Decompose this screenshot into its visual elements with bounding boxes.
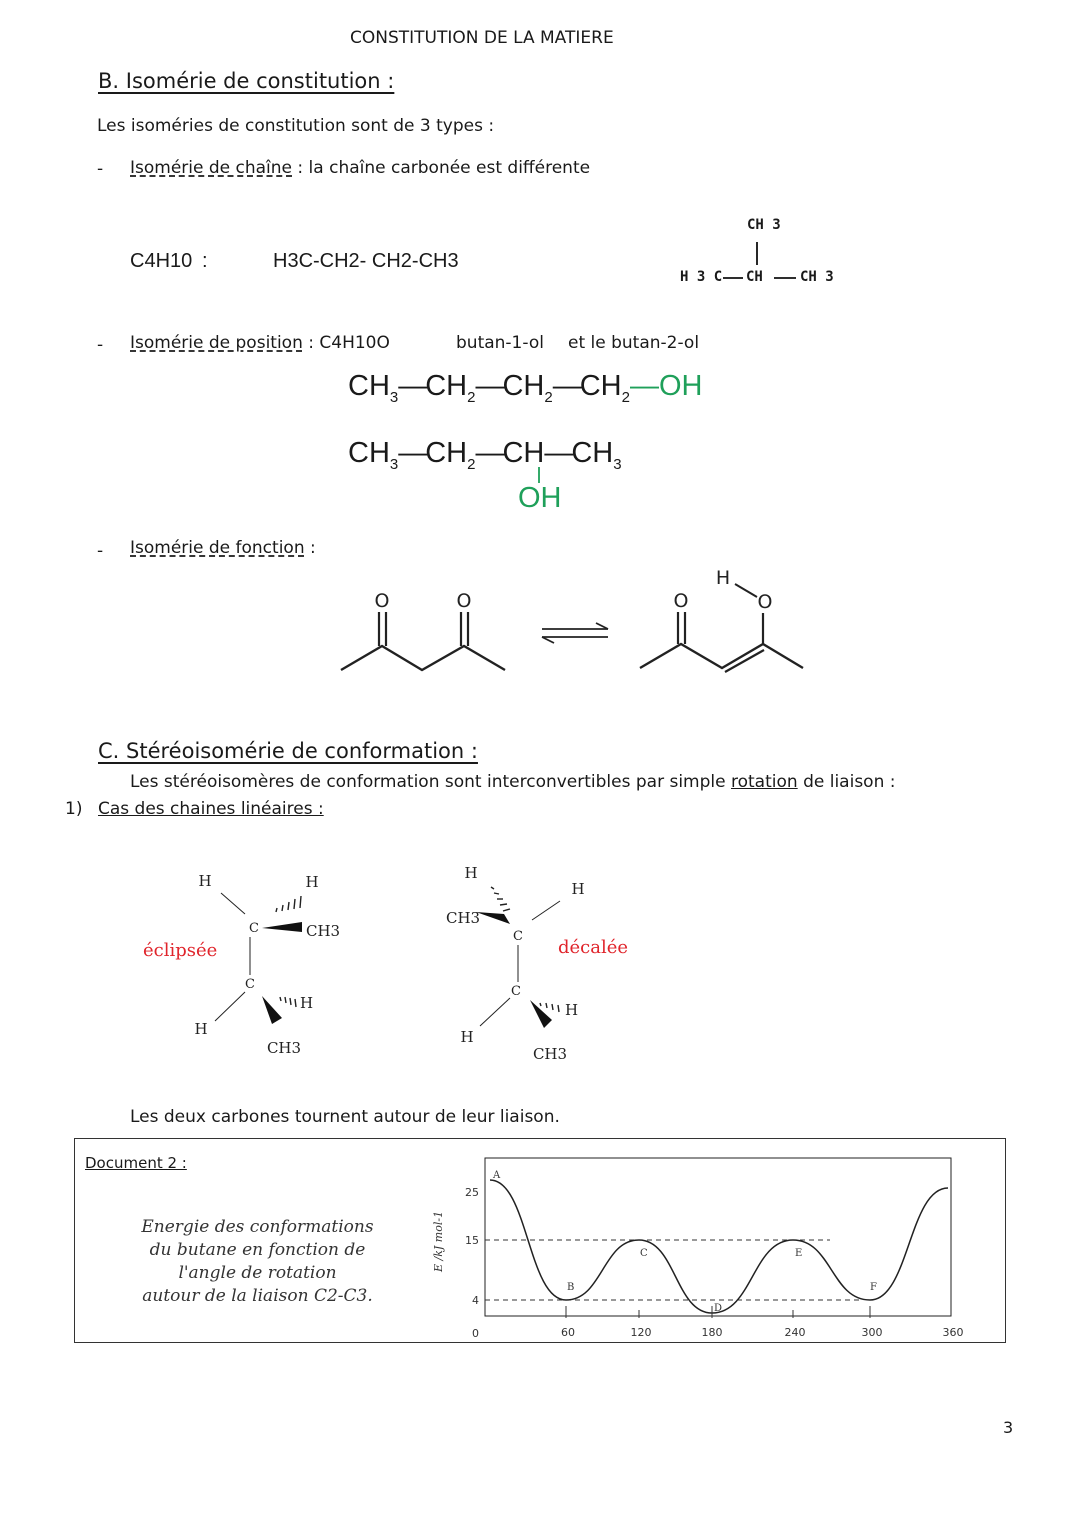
oxygen-label: O bbox=[673, 590, 689, 612]
butan-1-ol-structure: $CH_3—CH_2—CH_2—CH_2—OH$ bbox=[348, 370, 703, 406]
butan-1-ol-name: butan-1-ol bbox=[456, 333, 544, 353]
ch3-group: CH3 bbox=[306, 922, 341, 940]
point-label: A bbox=[493, 1170, 501, 1181]
section-b-intro: Les isoméries de constitution sont de 3 types : bbox=[97, 116, 495, 136]
function-colon: : bbox=[310, 538, 316, 558]
hydrogen-label: H bbox=[715, 567, 731, 589]
subscript: 2 bbox=[544, 388, 553, 406]
chain-isomerism-label: Isomérie de chaîne bbox=[130, 158, 293, 178]
isobutane-ch: CH bbox=[746, 269, 763, 285]
y-tick-label: 25 bbox=[465, 1186, 479, 1199]
page-header: CONSTITUTION DE LA MATIERE bbox=[350, 28, 614, 48]
x-tick-label: 360 bbox=[942, 1326, 964, 1339]
bullet: - bbox=[97, 541, 104, 561]
subscript: 3 bbox=[613, 455, 622, 473]
h-atom: H bbox=[565, 1001, 579, 1019]
x-tick-label: 180 bbox=[701, 1326, 723, 1339]
ch-group: CH bbox=[348, 437, 390, 469]
ch3-group: CH3 bbox=[532, 1045, 568, 1063]
n-butane-formula: H3C-CH2- CH2-CH3 bbox=[273, 250, 459, 272]
bullet: - bbox=[97, 159, 104, 179]
subsection-title: Cas des chaines linéaires : bbox=[98, 799, 324, 819]
x-tick-label: 60 bbox=[561, 1326, 575, 1339]
desc-line: du butane en fonction de bbox=[149, 1240, 366, 1260]
h-atom: H bbox=[464, 864, 478, 882]
subscript: 2 bbox=[467, 455, 476, 473]
section-c-heading: C. Stéréoisomérie de conformation : bbox=[98, 739, 478, 763]
ch-group: CH bbox=[502, 437, 545, 469]
eclipsed-label: éclipsée bbox=[143, 940, 218, 961]
h-atom: H bbox=[305, 873, 319, 891]
document-2-label: Document 2 : bbox=[85, 1154, 187, 1172]
isobutane-right-ch3: CH 3 bbox=[800, 269, 834, 285]
point-label: F bbox=[870, 1282, 877, 1293]
c-atom: C bbox=[511, 984, 521, 999]
isobutane-top-ch3: CH 3 bbox=[747, 217, 781, 233]
isobutane-left-h3c: H 3 C bbox=[680, 269, 723, 285]
ch3-group: CH3 bbox=[446, 909, 481, 927]
ch-group: CH bbox=[425, 370, 468, 402]
ch-group: CH bbox=[579, 370, 622, 402]
ch-group: CH bbox=[348, 370, 390, 402]
plot-frame bbox=[485, 1158, 951, 1316]
section-b-heading: B. Isomérie de constitution : bbox=[98, 69, 395, 93]
subscript: 3 bbox=[389, 455, 399, 473]
point-label: D bbox=[714, 1303, 723, 1314]
desc-line: Energie des conformations bbox=[141, 1217, 374, 1237]
function-isomerism-label: Isomérie de fonction bbox=[130, 538, 305, 558]
x-tick-label: 120 bbox=[630, 1326, 652, 1339]
ch-group: CH bbox=[502, 370, 545, 402]
oxygen-label: O bbox=[757, 591, 773, 613]
ch3-group: CH3 bbox=[266, 1039, 302, 1057]
position-formula: : C4H10O bbox=[308, 333, 390, 353]
page-number: 3 bbox=[1003, 1418, 1014, 1437]
hydroxyl-group: OH bbox=[658, 370, 703, 402]
oxygen-label: O bbox=[374, 590, 390, 612]
point-label: E bbox=[795, 1248, 803, 1259]
c-atom: C bbox=[513, 929, 523, 944]
subsection-number: 1) bbox=[65, 799, 83, 819]
desc-line: autour de la liaison C2-C3. bbox=[142, 1286, 373, 1306]
y-tick-label: 4 bbox=[472, 1294, 479, 1307]
y-tick-label: 0 bbox=[472, 1327, 479, 1340]
oxygen-label: O bbox=[456, 590, 472, 612]
point-label: C bbox=[640, 1248, 648, 1259]
c-atom: C bbox=[245, 977, 255, 992]
intro-end: de liaison : bbox=[797, 772, 896, 792]
x-tick-label: 240 bbox=[784, 1326, 806, 1339]
y-axis-label: E /kJ mol-1 bbox=[432, 1210, 445, 1272]
bullet: - bbox=[97, 335, 104, 355]
c-atom: C bbox=[249, 921, 259, 936]
chain-isomerism-text: : la chaîne carbonée est différente bbox=[292, 158, 591, 178]
intro-text: Les stéréoisomères de conformation sont interconvertibles par simple bbox=[130, 772, 731, 792]
butan-2-ol-oh: OH bbox=[518, 482, 562, 514]
h-atom: H bbox=[460, 1028, 474, 1046]
staggered-label: décalée bbox=[558, 937, 629, 958]
position-isomerism-label: Isomérie de position bbox=[130, 333, 303, 353]
rotation-caption: Les deux carbones tournent autour de leur liaison. bbox=[130, 1107, 560, 1127]
h-atom: H bbox=[198, 872, 212, 890]
subscript: 2 bbox=[467, 388, 476, 406]
desc-line: l'angle de rotation bbox=[178, 1263, 337, 1283]
point-label: B bbox=[567, 1282, 575, 1293]
rotation-word: rotation bbox=[731, 772, 798, 792]
h-atom: H bbox=[194, 1020, 208, 1038]
butan-2-ol-structure: $CH_3—CH_2—CH—CH_3$ bbox=[348, 437, 622, 473]
ch-group: CH bbox=[425, 437, 468, 469]
ch-group: CH bbox=[571, 437, 614, 469]
butan-2-ol-name: et le butan-2-ol bbox=[568, 333, 700, 353]
h-atom: H bbox=[300, 994, 314, 1012]
butane-formula: C4H10 bbox=[130, 250, 193, 272]
subscript: 2 bbox=[621, 388, 630, 406]
formula-colon: : bbox=[202, 250, 208, 272]
subscript: 3 bbox=[389, 388, 399, 406]
h-atom: H bbox=[571, 880, 585, 898]
y-tick-label: 15 bbox=[465, 1234, 479, 1247]
x-tick-label: 300 bbox=[861, 1326, 883, 1339]
energy-curve bbox=[490, 1180, 948, 1313]
